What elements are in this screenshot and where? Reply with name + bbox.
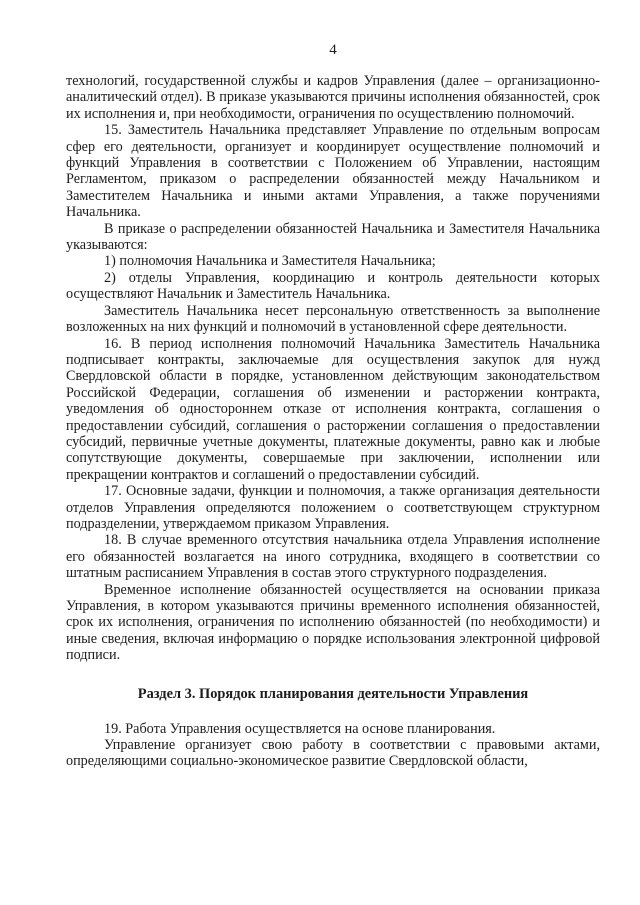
paragraph: Заместитель Начальника несет персональную ответственность за выполнение возложенных на них функций и полномочий в установленной сфере деятельности. — [66, 302, 600, 336]
paragraph: Временное исполнение обязанностей осуществляется на основании приказа Управления, в котором указываются причины временного исполнения обязанностей, срок их исполнения, ограничения по исполнению обязанностей (по необходимости) и иные сведения, включая информацию о порядке использования электронной цифровой подписи. — [66, 581, 600, 664]
section-heading: Раздел 3. Порядок планирования деятельности Управления — [137, 685, 529, 702]
paragraph: 17. Основные задачи, функции и полномочия, а также организация деятельности отделов Управления определяются положением о соответствующем структурном подразделении, утверждаемом приказом Управления. — [66, 483, 600, 532]
paragraph: технологий, государственной службы и кадров Управления (далее – организационно-аналитический отдел). В приказе указываются причины исполнения обязанностей, срок их исполнения и, при необходимости, ограничения по осуществлению полномочий. — [66, 73, 600, 122]
body-text-bottom — [66, 721, 600, 770]
paragraph: Управление организует свою работу в соответствии с правовыми актами, определяющими социально-экономическое развитие Свердловской области, — [66, 737, 600, 770]
paragraph: 15. Заместитель Начальника представляет Управление по отдельным вопросам сфер его деятельности, организует и координирует осуществление полномочий и функций Управления в соответствии с Положением об Управлении, настоящим Регламентом, приказом о распределении обязанностей между Начальником и Заместителем Начальника и иными актами Управления, а также поручениями Начальника. — [66, 122, 600, 221]
paragraph: 18. В случае временного отсутствия начальника отдела Управления исполнение его обязанностей возлагается на иного сотрудника, входящего в соответствии со штатным расписанием Управления в состав этого структурного подразделения. — [66, 532, 600, 582]
paragraph: 1) полномочия Начальника и Заместителя Начальника; — [104, 253, 436, 270]
body-text-top — [66, 73, 600, 664]
paragraph: В приказе о распределении обязанностей Начальника и Заместителя Начальника указываются: — [66, 220, 600, 254]
paragraph: 2) отделы Управления, координацию и контроль деятельности которых осуществляют Начальник и Заместитель Начальника. — [66, 269, 600, 303]
page-number: 4 — [329, 42, 337, 58]
paragraph: 16. В период исполнения полномочий Начальника Заместитель Начальника подписывает контракты, заключаемые для осуществления закупок для нужд Свердловской области в порядке, установленном действующим законодательством Российской Федерации, соглашения об изменении и расторжении контракта, уведомления об одностороннем отказе от исполнения контракта, соглашения о предоставлении субсидий, соглашения о расторжении соглашения о предоставлении субсидий, первичные учетные документы, платежные документы, равно как и любые сопутствующие документы, совершаемые при заключении, исполнении или прекращении контрактов и соглашений о предоставлении субсидий. — [66, 335, 600, 483]
paragraph: 19. Работа Управления осуществляется на основе планирования. — [104, 720, 496, 737]
